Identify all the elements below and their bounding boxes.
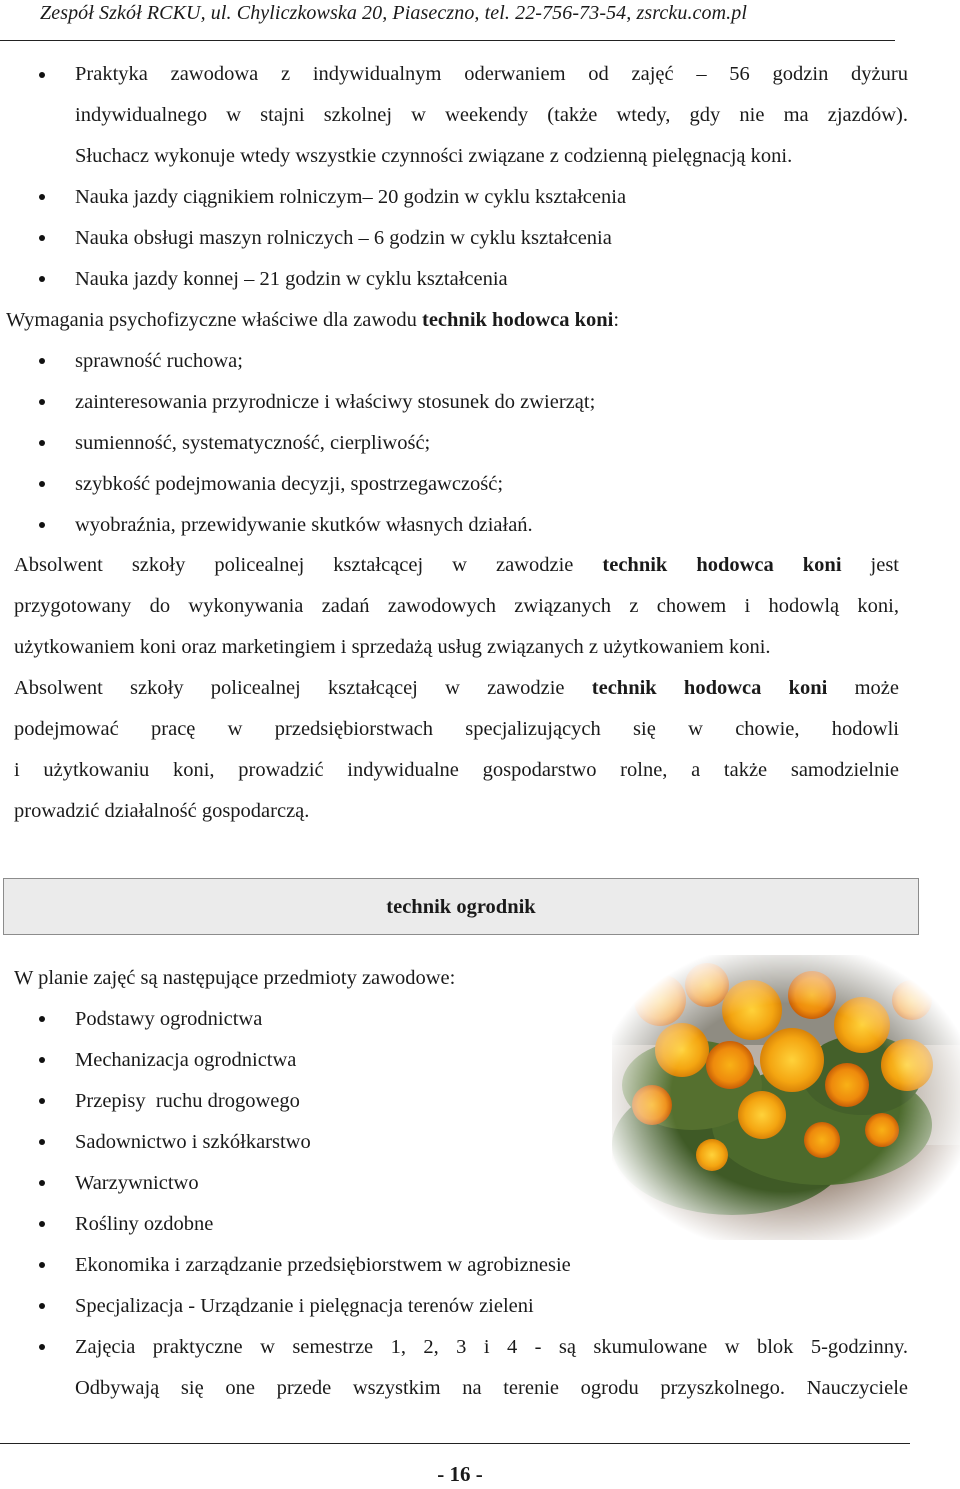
text-span: Absolwent szkoły policealnej kształcącej w zawodzie [14,677,592,699]
page-number: - 16 - [437,1462,483,1486]
practical-line-2: Odbywają się one przede wszystkim na terenie ogrodu przyszkolnego. Nauczyciele [75,1377,908,1399]
bullet [39,1303,45,1309]
bullet [39,1180,45,1186]
section-header-box [3,878,919,935]
profession-name: technik hodowca koni [422,309,614,331]
subject-item: Mechanizacja ogrodnictwa [75,1049,297,1071]
page-header [0,0,895,41]
requirement-item: szybkość podejmowania decyzji, spostrzegawczość; [75,473,504,495]
paragraph-2-line-2: podejmować pracę w przedsiębiorstwach specjalizujących się w chowie, hodowli [14,718,899,740]
text-span: jest [841,554,899,576]
course-item: Nauka obsługi maszyn rolniczych – 6 godzin w cyklu kształcenia [75,227,612,249]
subject-item: Warzywnictwo [75,1172,199,1194]
paragraph-2-line-4: prowadzić działalność gospodarczą. [14,800,310,822]
bullet [39,481,45,487]
paragraph-1-line-3: użytkowaniem koni oraz marketingiem i sprzedażą usług związanych z użytkowaniem koni. [14,636,771,658]
paragraph-2-line-1 [14,668,899,709]
subject-item: Ekonomika i zarządzanie przedsiębiorstwem w agrobiznesie [75,1254,571,1276]
marigold-flowers-photo [612,955,960,1240]
bullet [39,194,45,200]
requirement-item: zainteresowania przyrodnicze i właściwy stosunek do zwierząt; [75,391,596,413]
requirements-colon: : [613,309,620,331]
requirement-item: sprawność ruchowa; [75,350,243,372]
profession-name: technik hodowca koni [602,554,842,576]
requirements-intro: Wymagania psychofizyczne właściwe dla zawodu [6,309,422,331]
practice-line-3: Słuchacz wykonuje wtedy wszystkie czynności związane z codzienną pielęgnacją koni. [75,145,793,167]
course-item: Nauka jazdy konnej – 21 godzin w cyklu kształcenia [75,268,508,290]
bullet [39,235,45,241]
bullet [39,358,45,364]
requirement-item: sumienność, systematyczność, cierpliwość; [75,432,431,454]
bullet [39,522,45,528]
bullet [39,1262,45,1268]
bullet [39,276,45,282]
bullet [39,1098,45,1104]
practice-line-2: indywidualnego w stajni szkolnej w weekendy (także wtedy, gdy nie ma zjazdów). [75,104,908,126]
subject-item: Rośliny ozdobne [75,1213,214,1235]
subject-item: Sadownictwo i szkółkarstwo [75,1131,311,1153]
footer-divider [0,1443,910,1444]
bullet [39,440,45,446]
paragraph-2-line-3: i użytkowaniu koni, prowadzić indywidualne gospodarstwo rolne, a także samodzielnie [14,759,899,781]
practical-line-1: Zajęcia praktyczne w semestrze 1, 2, 3 i 4 - są skumulowane w blok 5-godzinny. [75,1336,908,1358]
bullet [39,72,45,78]
requirement-item: wyobraźnia, przewidywanie skutków własnych działań. [75,514,533,536]
subjects-intro: W planie zajęć są następujące przedmioty zawodowe: [14,967,456,989]
bullet [39,399,45,405]
header-text: Zespół Szkół RCKU, ul. Chyliczkowska 20, Piaseczno, tel. 22-756-73-54, zsrcku.com.pl [40,2,748,24]
bullet [39,1016,45,1022]
subject-item: Przepisy ruchu drogowego [75,1090,300,1112]
subject-item: Specjalizacja - Urządzanie i pielęgnacja terenów zieleni [75,1295,534,1317]
bullet [39,1344,45,1350]
bullet [39,1057,45,1063]
paragraph-1-line-2: przygotowany do wykonywania zadań zawodowych związanych z chowem i hodowlą koni, [14,595,899,617]
course-item: Nauka jazdy ciągnikiem rolniczym– 20 godzin w cyklu kształcenia [75,186,627,208]
paragraph-1-line-1 [14,545,899,586]
marigold-flowers-image [612,955,960,1240]
profession-name: technik hodowca koni [591,677,828,699]
text-span: może [827,677,899,699]
practice-line-1: Praktyka zawodowa z indywidualnym oderwaniem od zajęć – 56 godzin dyżuru [75,63,908,85]
requirements-heading [6,300,619,341]
text-span: Absolwent szkoły policealnej kształcącej w zawodzie [14,554,603,576]
subject-item: Podstawy ogrodnictwa [75,1008,263,1030]
bullet [39,1221,45,1227]
bullet [39,1139,45,1145]
section-title: technik ogrodnik [386,896,536,918]
